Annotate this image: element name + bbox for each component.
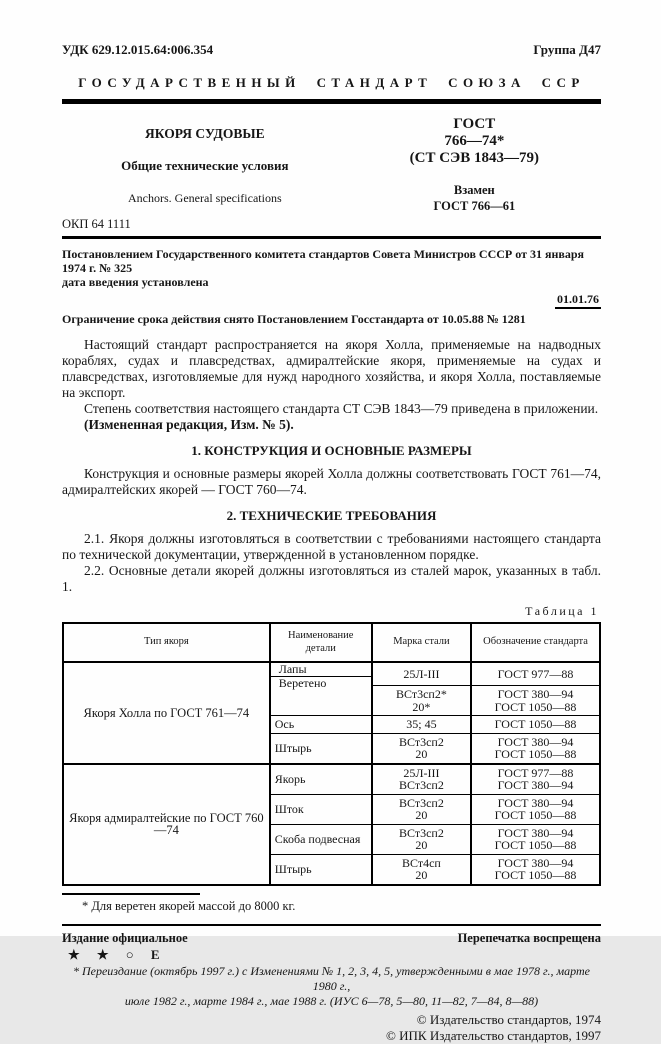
udk-code: УДК 629.12.015.64:006.354 bbox=[62, 42, 214, 57]
cell-detail: Ось bbox=[270, 716, 372, 734]
cell-standard-top: ГОСТ 977—88 bbox=[472, 663, 599, 686]
cell-standard bbox=[471, 794, 600, 824]
steel-line: ВСт3сп2 bbox=[399, 825, 444, 840]
printing-marks: ★ ★ ○ Е bbox=[68, 946, 167, 962]
rule-under-title bbox=[62, 236, 601, 239]
table-row bbox=[63, 662, 600, 716]
title-left-column bbox=[62, 116, 348, 214]
cell-steel-bottom bbox=[373, 686, 470, 715]
steel-line: ВСт4сп bbox=[402, 855, 441, 870]
section-1-paragraph: Конструкция и основные размеры якорей Холла должны соответствовать ГОСТ 761—74, адмиралтейских якорей — ГОСТ 760—74. bbox=[62, 466, 601, 497]
steel-line: 25Л-III bbox=[403, 765, 440, 780]
standard-line: ГОСТ 380—94 bbox=[497, 734, 574, 749]
resolution-line-2: дата введения установлена bbox=[62, 275, 209, 289]
replaces-value: ГОСТ 766—61 bbox=[433, 199, 516, 213]
table-group-admiralty bbox=[63, 764, 600, 885]
section-2-heading: 2. ТЕХНИЧЕСКИЕ ТРЕБОВАНИЯ bbox=[226, 508, 437, 523]
standard-line: ГОСТ 1050—88 bbox=[494, 868, 577, 882]
page-content bbox=[62, 0, 601, 1044]
cell-standard bbox=[471, 854, 600, 885]
standard-line: ГОСТ 1050—88 bbox=[494, 808, 577, 822]
replaces-label: Взамен bbox=[453, 183, 495, 197]
cell-detail: Штырь bbox=[270, 854, 372, 885]
clause-2-2: 2.2. Основные детали якорей должны изготовляться из сталей марок, указанных в табл. 1. bbox=[62, 563, 601, 594]
cell-steel: 35; 45 bbox=[372, 716, 471, 734]
body-text bbox=[62, 337, 601, 595]
cell-detail: Штырь bbox=[270, 733, 372, 764]
cell-steel bbox=[372, 824, 471, 854]
steel-line: 20 bbox=[415, 868, 428, 882]
cell-steel bbox=[372, 794, 471, 824]
footer-edition-row bbox=[62, 931, 601, 946]
footnote-rule bbox=[62, 893, 200, 895]
steel-line: ВСт3сп2 bbox=[399, 734, 444, 749]
clause-2-1: 2.1. Якоря должны изготовляться в соответствии с требованиями настоящего стандарта по технической документации, утвержденной в установленном порядке. bbox=[62, 531, 601, 562]
title-right-column bbox=[348, 116, 601, 214]
cell-detail: Шток bbox=[270, 794, 372, 824]
standard-line: ГОСТ 380—94 bbox=[497, 687, 574, 701]
resolution-line-1: Постановлением Государственного комитета стандартов Совета Министров СССР от 31 января 1974 г. № 325 bbox=[62, 247, 585, 275]
title-block bbox=[62, 104, 601, 214]
amended-note: (Измененная редакция, Изм. № 5). bbox=[84, 417, 294, 432]
okp-code: ОКП 64 1111 bbox=[62, 217, 131, 231]
document-subtitle-ru: Общие технические условия bbox=[121, 158, 289, 173]
cell-steel-compound bbox=[372, 662, 471, 716]
steel-line: ВСт3сп2 bbox=[399, 795, 444, 810]
standard-line: ГОСТ 1050—88 bbox=[494, 699, 577, 714]
gost-sev-reference: (СТ СЭВ 1843—79) bbox=[409, 150, 539, 166]
scope-paragraph: Настоящий стандарт распространяется на якоря Холла, применяемые на надводных кораблях, судах и плавсредствах, адмиралтейские якоря, применяемые на судах и плавсредствах, изготовляемые для нужд народного хозяйства, и якоря Холла, поставляемые на экспорт. bbox=[62, 337, 601, 400]
materials-table bbox=[62, 622, 601, 886]
classification-row bbox=[62, 42, 601, 58]
reissue-line: июле 1982 г., марте 1984 г., мае 1988 г. (ИУС 6—78, 5—80, 11—82, 7—84, 8—88) bbox=[124, 993, 539, 1008]
cell-steel bbox=[372, 854, 471, 885]
copyright-line: © ИПК Издательство стандартов, 1997 bbox=[386, 1027, 601, 1043]
anchor-type-admiralty: Якоря адмиралтейские по ГОСТ 760—74 bbox=[63, 764, 270, 885]
cell-steel bbox=[372, 764, 471, 795]
copyright-line: © Издательство стандартов, 1974 bbox=[416, 1011, 601, 1027]
cell-standard bbox=[471, 824, 600, 854]
table-footnote bbox=[62, 893, 601, 914]
cell-detail: Скоба подвесная bbox=[270, 824, 372, 854]
table-caption: Таблица 1 bbox=[525, 604, 599, 618]
cell-detail-compound bbox=[270, 662, 372, 716]
official-edition-label: Издание официальное bbox=[62, 930, 188, 945]
standard-line: ГОСТ 977—88 bbox=[497, 765, 574, 780]
resolution-block bbox=[62, 247, 601, 326]
footnote-text: * Для веретен якорей массой до 8000 кг. bbox=[82, 898, 296, 913]
standard-line: ГОСТ 380—94 bbox=[497, 778, 574, 792]
table-group-hall bbox=[63, 662, 600, 764]
replaces-block bbox=[348, 182, 601, 214]
steel-line: ВСт3сп2* bbox=[396, 687, 447, 701]
standard-line: ГОСТ 380—94 bbox=[497, 855, 574, 870]
standard-line: ГОСТ 1050—88 bbox=[494, 838, 577, 852]
reprint-prohibited-label: Перепечатка воспрещена bbox=[457, 930, 601, 945]
cell-detail-shank: Веретено bbox=[278, 676, 327, 690]
copyright-block bbox=[62, 1012, 601, 1044]
cell-steel-top: 25Л-III bbox=[373, 663, 470, 686]
cell-detail: Якорь bbox=[270, 764, 372, 795]
document-title-en: Anchors. General specifications bbox=[128, 191, 282, 205]
section-1-heading: 1. КОНСТРУКЦИЯ И ОСНОВНЫЕ РАЗМЕРЫ bbox=[191, 443, 472, 458]
col-header-anchor-type: Тип якоря bbox=[63, 623, 270, 662]
table-header bbox=[63, 623, 600, 662]
steel-line: 20 bbox=[415, 838, 428, 852]
state-standard-heading: ГОСУДАРСТВЕННЫЙ СТАНДАРТ СОЮЗА ССР bbox=[78, 75, 585, 90]
gost-number: 766—74* bbox=[444, 133, 505, 149]
col-header-detail-name: Наименование детали bbox=[270, 623, 372, 662]
gost-word: ГОСТ bbox=[453, 116, 496, 132]
standard-line: ГОСТ 380—94 bbox=[497, 825, 574, 840]
col-header-standard: Обозначение стандарта bbox=[471, 623, 600, 662]
cell-standard: ГОСТ 1050—88 bbox=[471, 716, 600, 734]
steel-line: ВСт3сп2 bbox=[399, 778, 444, 792]
correspondence-paragraph: Степень соответствия настоящего стандарта СТ СЭВ 1843—79 приведена в приложении. bbox=[84, 401, 599, 416]
effective-date: 01.01.76 bbox=[555, 292, 601, 309]
footer-rule bbox=[62, 924, 601, 926]
steel-line: 20* bbox=[412, 699, 431, 714]
table-row bbox=[63, 764, 600, 795]
document-title-ru: ЯКОРЯ СУДОВЫЕ bbox=[145, 126, 265, 141]
cell-standard bbox=[471, 764, 600, 795]
table-header-row bbox=[63, 623, 600, 662]
gost-number-block bbox=[348, 116, 601, 167]
steel-line: 20 bbox=[415, 808, 428, 822]
col-header-steel-grade: Марка стали bbox=[372, 623, 471, 662]
resolution-limitation: Ограничение срока действия снято Постановлением Госстандарта от 10.05.88 № 1281 bbox=[62, 312, 526, 326]
cell-standard-compound bbox=[471, 662, 600, 716]
cell-standard-bottom bbox=[472, 686, 599, 715]
reissue-note bbox=[62, 964, 601, 1009]
reissue-line: * Переиздание (октябрь 1997 г.) с Изменениями № 1, 2, 3, 4, 5, утвержденными в мае 1978 г., марте 1980 г., bbox=[72, 963, 591, 993]
standard-line: ГОСТ 1050—88 bbox=[494, 747, 577, 761]
anchor-type-hall: Якоря Холла по ГОСТ 761—74 bbox=[63, 662, 270, 764]
standard-line: ГОСТ 380—94 bbox=[497, 795, 574, 810]
cell-steel bbox=[372, 733, 471, 764]
cell-standard bbox=[471, 733, 600, 764]
group-code: Группа Д47 bbox=[533, 42, 601, 57]
steel-line: 20 bbox=[415, 747, 428, 761]
cell-detail-flukes: Лапы bbox=[271, 663, 371, 677]
